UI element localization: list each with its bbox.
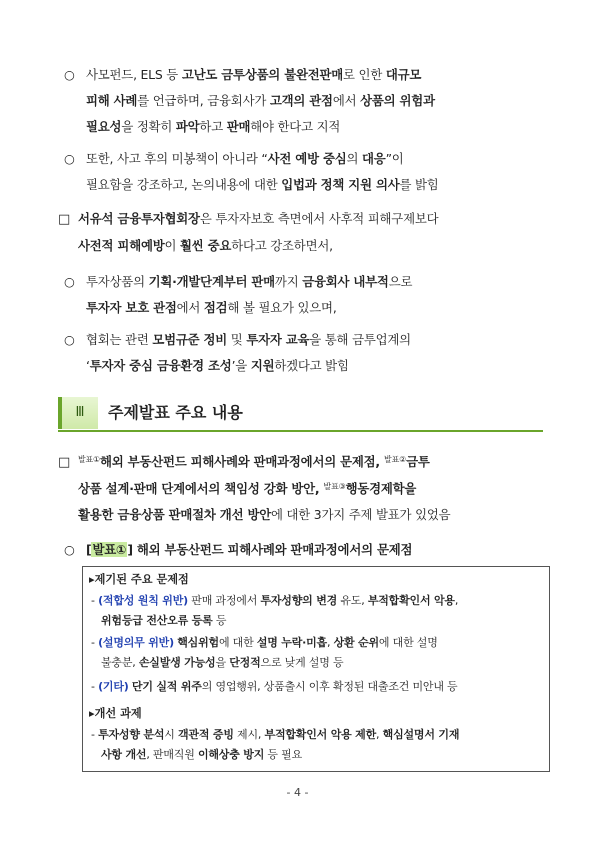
presentation-tag: 발표① [92, 542, 127, 557]
bullet-paragraph: ○ 협회는 관련 모범규준 정비 및 투자자 교육을 통해 금투업계의 ‘투자자 중심 금융환경 조성’을 지원하겠다고 밝힘 [64, 327, 544, 379]
page-number: - 4 - [286, 786, 309, 799]
issue-item: - (기타) 단기 실적 위주의 영업행위, 상품출시 이후 확정된 대출조건 미안내 등 [91, 680, 458, 693]
circle-bullet: ○ [64, 542, 75, 557]
circle-bullet: ○ [64, 67, 75, 82]
section-title: 주제발표 주요 내용 [108, 403, 243, 422]
bullet-paragraph: ○ 사모펀드, ELS 등 고난도 금투상품의 불완전판매로 인한 대규모 피해 사례를 언급하며, 금융회사가 고객의 관점에서 상품의 위험과 필요성을 정확히 파악하고 판매해야 한다고 지적 [64, 62, 544, 140]
box-heading-improvements: ▸개선 과제 [89, 707, 142, 720]
circle-bullet: ○ [64, 274, 75, 289]
square-paragraph: □ $^{발표①}$해외 부동산펀드 피해사례와 판매과정에서의 문제점, $^{발표②}$금투 상품 설계·판매 단계에서의 책임성 강화 방안, $^{발표③}$행동경제학을 활용한 금융상품 판매절차 개선 방안에 대한 3가지 주제 발표가 있었음 [58, 449, 548, 528]
circle-bullet: ○ [64, 151, 75, 166]
section-heading [58, 397, 543, 429]
box-heading-issues: ▸제기된 주요 문제점 [89, 573, 189, 586]
bullet-paragraph: ○ 투자상품의 기획·개발단계부터 판매까지 금융회사 내부적으로 투자자 보호 관점에서 점검해 볼 필요가 있으며, [64, 269, 544, 321]
bullet-paragraph: ○ [발표①] 해외 부동산펀드 피해사례와 판매과정에서의 문제점 [64, 537, 544, 563]
circle-bullet: ○ [64, 332, 75, 347]
section-divider [58, 430, 543, 432]
bullet-paragraph: ○ 또한, 사고 후의 미봉책이 아니라 “사전 예방 중심의 대응”이 필요함을 강조하고, 논의내용에 대한 입법과 정책 지원 의사를 밝힘 [64, 146, 544, 198]
improvement-item: - 투자성향 분석시 객관적 증빙 제시, 부적합확인서 악용 제한, 핵심설명서 기재 사항 개선, 판매직원 이해상충 방지 등 필요 [91, 728, 460, 761]
section-number: Ⅲ [58, 397, 98, 429]
summary-box [82, 566, 550, 772]
square-bullet: □ [58, 212, 71, 227]
issue-item: - (적합성 원칙 위반) 판매 과정에서 투자성향의 변경 유도, 부적합확인서 악용, 위험등급 전산오류 등록 등 [91, 594, 459, 627]
square-paragraph: □ 서유석 금융투자협회장은 투자자보호 측면에서 사후적 피해구제보다 사전적 피해예방이 훨씬 중요하다고 강조하면서, [58, 206, 548, 259]
square-bullet: □ [58, 455, 71, 470]
issue-item: - (설명의무 위반) 핵심위험에 대한 설명 누락·미흡, 상환 순위에 대한 설명 불충분, 손실발생 가능성을 단정적으로 낮게 설명 등 [91, 636, 438, 669]
